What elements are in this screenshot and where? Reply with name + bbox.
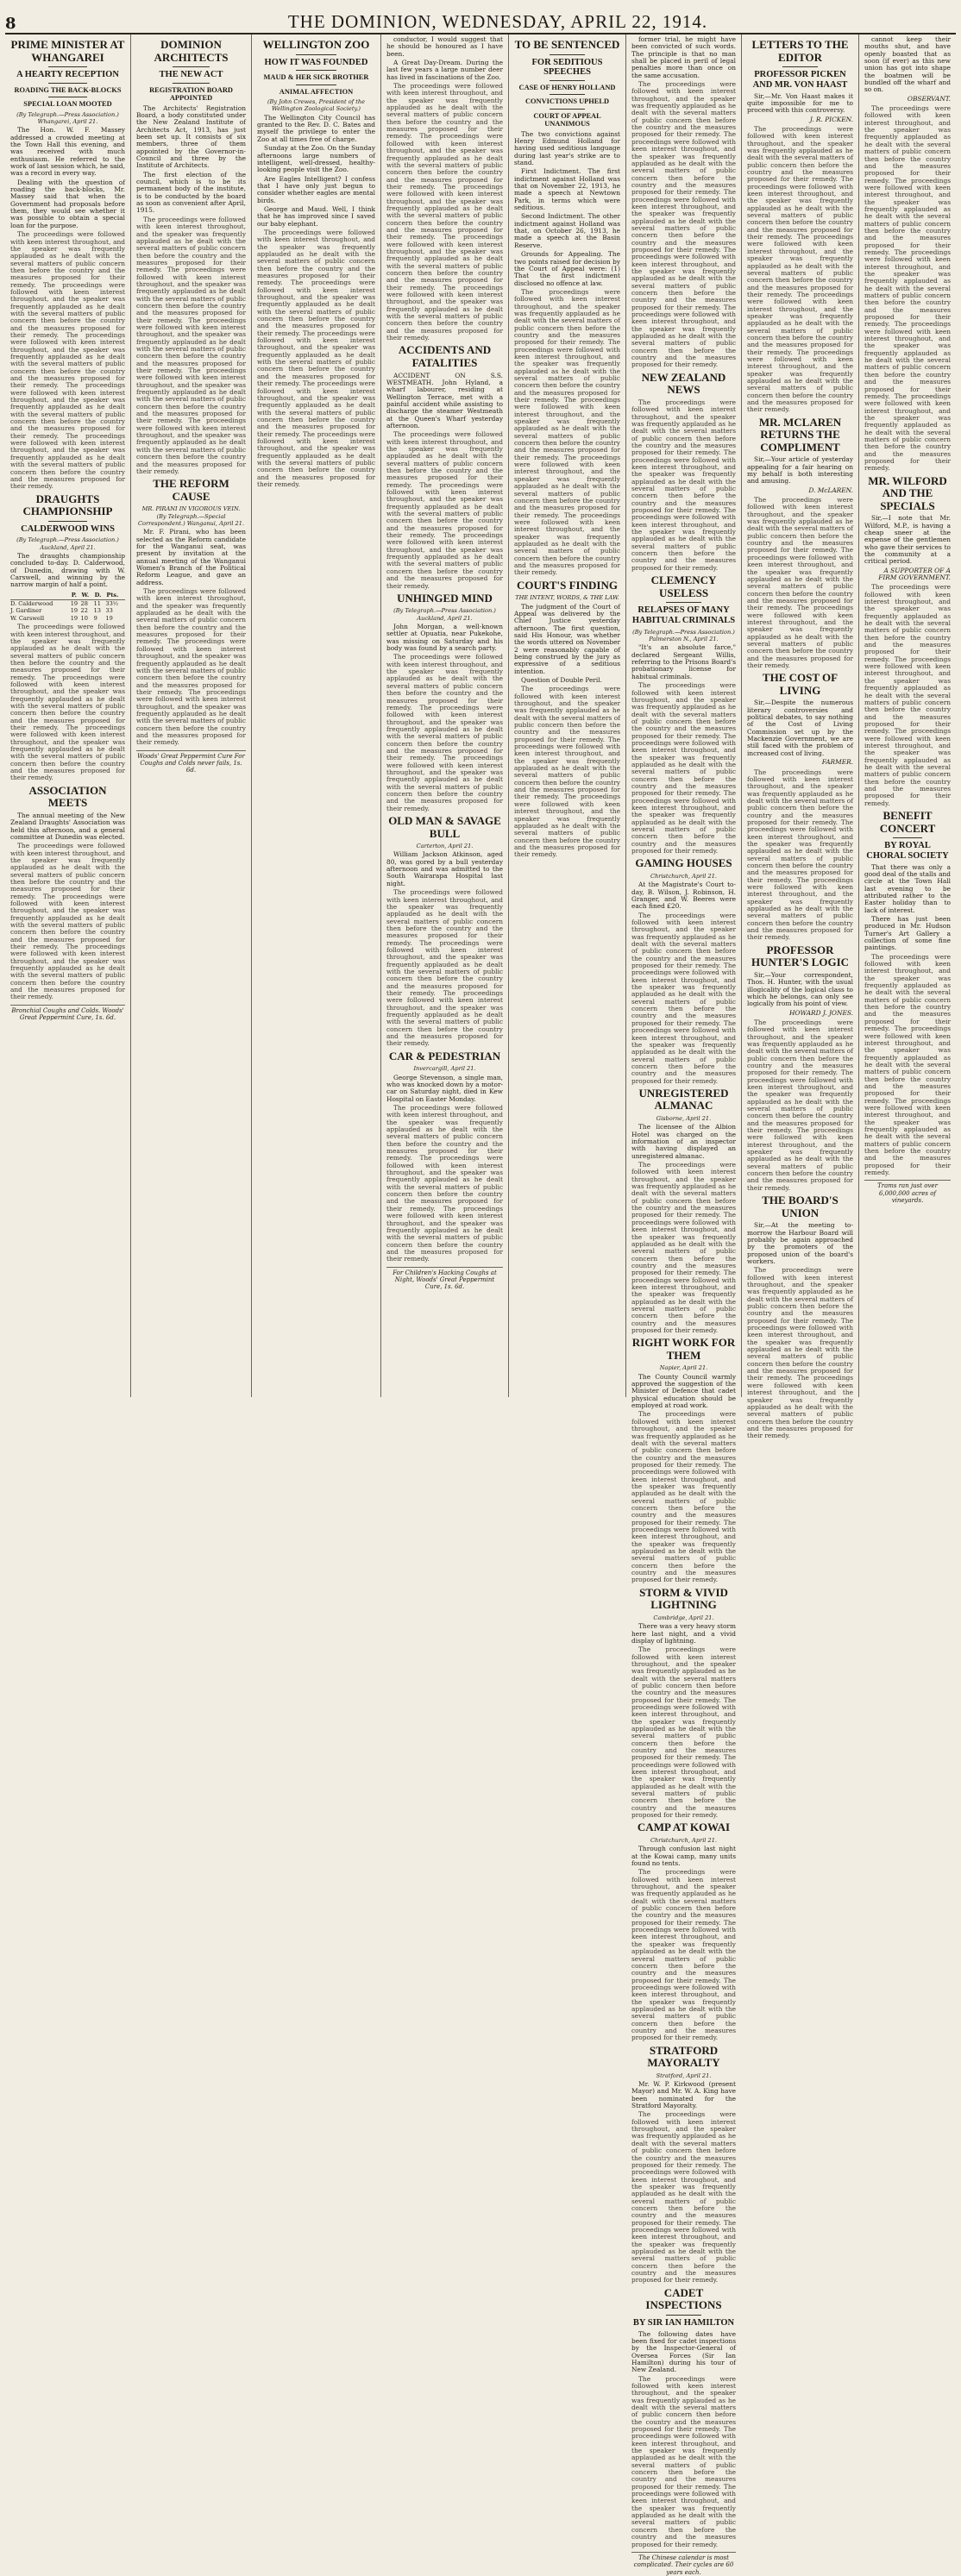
headline-rule — [550, 54, 586, 55]
subheadline: CONVICTIONS UPHELD — [524, 97, 610, 106]
headline: MR. MCLAREN RETURNS THE COMPLIMENT — [758, 415, 842, 454]
article-paragraph: Sir,—I note that Mr. Wilford, M.P., is having a cheap sneer at the expense of the gentlemen who gave their services to the community at a critical period. — [864, 514, 951, 566]
column-1 — [5, 34, 131, 1397]
body-text-filler: The proceedings were followed with keen interest throughout, and the speaker was frequently applauded as he dealt with the several matters of public concern then before the country and the measures proposed for their remedy. The proceedings were followed with keen interest throughout, and the speaker was frequently applauded as he dealt with the several matters of public concern then before the country and the measures proposed for their remedy. The proceedings were followed with keen interest throughout, and the speaker was frequently applauded as he dealt with the several matters of public concern then before the country and the measures proposed for their remedy. — [631, 2110, 736, 2285]
headline-rule — [550, 80, 586, 81]
table-cell: 13 — [93, 607, 101, 615]
headline: CADET INSPECTIONS — [645, 2285, 722, 2312]
article — [631, 36, 736, 369]
column-6 — [626, 34, 742, 2576]
letter-signature: D. McLAREN. — [808, 486, 853, 494]
subheadline: PROFESSOR PICKEN AND MR. VON HAAST — [752, 70, 848, 90]
body-text-filler: The proceedings were followed with keen interest throughout, and the speaker was frequently applauded as he dealt with the several matters of public concern then before the country and the measures proposed for their remedy. The proceedings were followed with keen interest throughout, and the speaker was frequently applauded as he dealt with the several matters of public concern then before the country and the measures proposed for their remedy. The proceedings were followed with keen interest throughout, and the speaker was frequently applauded as he dealt with the several matters of public concern then before the country and the measures proposed for their remedy. The proceedings were followed with keen interest throughout, and the speaker was frequently applauded as he dealt with the several matters of public concern then before the country and the measures proposed for their remedy. The proceedings were followed with keen interest throughout, and the speaker was frequently applauded as he dealt with the several matters of public concern then before the country and the measures proposed for their remedy. — [257, 228, 375, 488]
body-text-filler: The proceedings were followed with keen interest throughout, and the speaker was frequently applauded as he dealt with the several matters of public concern then before the country and the measures proposed for their remedy. The proceedings were followed with keen interest throughout, and the speaker was frequently applauded as he dealt with the several matters of public concern then before the country and the measures proposed for their remedy. The proceedings were followed with keen interest throughout, and the speaker was frequently applauded as he dealt with the several matters of public concern then before the country and the measures proposed for their remedy. The proceedings were followed with keen interest throughout, and the speaker was frequently applauded as he dealt with the several matters of public concern then before the country and the measures proposed for their remedy. The proceedings were followed with keen interest throughout, and the speaker was frequently applauded as he dealt with the several matters of public concern then before the country and the measures proposed for their remedy. — [514, 287, 620, 577]
dateline: (By Telegraph.—Press Association.) Palmerston N., April 21. — [632, 628, 735, 643]
body-text-filler: The proceedings were followed with keen interest throughout, and the speaker was frequently applauded as he dealt with the several matters of public concern then before the country and the measures proposed for their remedy. The proceedings were followed with keen interest throughout, and the speaker was frequently applauded as he dealt with the several matters of public concern then before the country and the measures proposed for their remedy. The proceedings were followed with keen interest throughout, and the speaker was frequently applauded as he dealt with the several matters of public concern then before the country and the measures proposed for their remedy. The proceedings were followed with keen interest throughout, and the speaker was frequently applauded as he dealt with the several matters of public concern then before the country and the measures proposed for their remedy. The proceedings were followed with keen interest throughout, and the speaker was frequently applauded as he dealt with the several matters of public concern then before the country and the measures proposed for their remedy. — [747, 124, 853, 414]
table-header: P. — [71, 591, 81, 600]
table-cell: 11 — [93, 600, 101, 608]
body-text-filler: The proceedings were followed with keen interest throughout, and the speaker was frequently applauded as he dealt with the several matters of public concern then before the country and the measures proposed for their remedy. The proceedings were followed with keen interest throughout, and the speaker was frequently applauded as he dealt with the several matters of public concern then before the country and the measures proposed for their remedy. The proceedings were followed with keen interest throughout, and the speaker was frequently applauded as he dealt with the several matters of public concern then before the country and the measures proposed for their remedy. — [386, 888, 503, 1048]
table-row — [10, 607, 125, 614]
table-header: D. — [94, 591, 106, 600]
article — [136, 39, 246, 475]
article — [631, 574, 736, 855]
headline: LETTERS TO THE EDITOR — [751, 38, 849, 64]
advertisement: Woods' Great Peppermint Cure For Coughs and Colds never fails, 1s. 6d. — [136, 750, 246, 774]
dateline: Napier, April 21. — [659, 1364, 708, 1372]
body-text-filler: The proceedings were followed with keen interest throughout, and the speaker was frequently applauded as he dealt with the several matters of public concern then before the country and the measures proposed for their remedy. The proceedings were followed with keen interest throughout, and the speaker was frequently applauded as he dealt with the several matters of public concern then before the country and the measures proposed for their remedy. The proceedings were followed with keen interest throughout, and the speaker was frequently applauded as he dealt with the several matters of public concern then before the country and the measures proposed for their remedy. The proceedings were followed with keen interest throughout, and the speaker was frequently applauded as he dealt with the several matters of public concern then before the country and the measures proposed for their remedy. The proceedings were followed with keen interest throughout, and the speaker was frequently applauded as he dealt with the several matters of public concern then before the country and the measures proposed for their remedy. — [864, 104, 951, 473]
article-paragraph: There has just been produced in Mr. Hudson Turner's Art Gallery a collection of some fine paintings. — [864, 915, 951, 952]
article-paragraph: The annual meeting of the New Zealand Draughts' Association was held this afternoon, and a general committee at Dunedin was elected. — [10, 811, 125, 841]
article-paragraph: conductor, I would suggest that he should be honoured as I have been. — [386, 35, 503, 58]
article — [631, 1087, 736, 1334]
body-text-filler: The proceedings were followed with keen interest throughout, and the speaker was frequently applauded as he dealt with the several matters of public concern then before the country and the measures proposed for their remedy. The proceedings were followed with keen interest throughout, and the speaker was frequently applauded as he dealt with the several matters of public concern then before the country and the measures proposed for their remedy. The proceedings were followed with keen interest throughout, and the speaker was frequently applauded as he dealt with the several matters of public concern then before the country and the measures proposed for their remedy. — [386, 1104, 503, 1263]
article-paragraph: Grounds for Appealing. The two points raised for decision by the Court of Appeal were: (1) That the first indictment disclosed no offence at law. — [514, 250, 620, 287]
headline: OLD MAN & SAVAGE BULL — [388, 814, 501, 840]
body-text-filler: The proceedings were followed with keen interest throughout, and the speaker was frequently applauded as he dealt with the several matters of public concern then before the country and the measures proposed for their remedy. The proceedings were followed with keen interest throughout, and the speaker was frequently applauded as he dealt with the several matters of public concern then before the country and the measures proposed for their remedy. The proceedings were followed with keen interest throughout, and the speaker was frequently applauded as he dealt with the several matters of public concern then before the country and the measures proposed for their remedy. — [747, 1018, 853, 1192]
dateline: (By Telegraph.—Press Association.) Auckland, April 21. — [16, 536, 119, 551]
body-text-filler: The proceedings were followed with keen interest throughout, and the speaker was frequently applauded as he dealt with the several matters of public concern then before the country and the measures proposed for their remedy. The proceedings were followed with keen interest throughout, and the speaker was frequently applauded as he dealt with the several matters of public concern then before the country and the measures proposed for their remedy. The proceedings were followed with keen interest throughout, and the speaker was frequently applauded as he dealt with the several matters of public concern then before the country and the measures proposed for their remedy. — [631, 1868, 736, 2042]
subheadline: SPECIAL LOAN MOOTED — [23, 100, 112, 109]
body-text-filler: The proceedings were followed with keen interest throughout, and the speaker was frequently applauded as he dealt with the several matters of public concern then before the country and the measures proposed for their remedy. The proceedings were followed with keen interest throughout, and the speaker was frequently applauded as he dealt with the several matters of public concern then before the country and the measures proposed for their remedy. The proceedings were followed with keen interest throughout, and the speaker was frequently applauded as he dealt with the several matters of public concern then before the country and the measures proposed for their remedy. — [747, 1266, 853, 1440]
table-header — [10, 591, 71, 600]
columns-container — [5, 34, 956, 2576]
headline: PRIME MINISTER AT WHANGAREI — [10, 38, 125, 64]
advertisement: Trams ran just over 6,000,000 acres of vineyards. — [864, 1180, 951, 1204]
article — [747, 944, 853, 1192]
body-text-filler: The proceedings were followed with keen interest throughout, and the speaker was frequently applauded as he dealt with the several matters of public concern then before the country and the measures proposed for their remedy. The proceedings were followed with keen interest throughout, and the speaker was frequently applauded as he dealt with the several matters of public concern then before the country and the measures proposed for their remedy. The proceedings were followed with keen interest throughout, and the speaker was frequently applauded as he dealt with the several matters of public concern then before the country and the measures proposed for their remedy. — [10, 842, 125, 1001]
body-text-filler: The proceedings were followed with keen interest throughout, and the speaker was frequently applauded as he dealt with the several matters of public concern then before the country and the measures proposed for their remedy. The proceedings were followed with keen interest throughout, and the speaker was frequently applauded as he dealt with the several matters of public concern then before the country and the measures proposed for their remedy. The proceedings were followed with keen interest throughout, and the speaker was frequently applauded as he dealt with the several matters of public concern then before the country and the measures proposed for their remedy. — [747, 768, 853, 942]
article-paragraph: cannot keep their mouths shut, and have openly boasted that as soon (if ever) as this new union has got into shape the boatmen will be bundled off the wharf and so on. — [864, 35, 951, 94]
headline: GAMING HOUSES — [635, 856, 732, 870]
table-cell: D. Calderwood — [10, 600, 53, 608]
body-text-filler: The proceedings were followed with keen interest throughout, and the speaker was frequently applauded as he dealt with the several matters of public concern then before the country and the measures proposed for their remedy. The proceedings were followed with keen interest throughout, and the speaker was frequently applauded as he dealt with the several matters of public concern then before the country and the measures proposed for their remedy. The proceedings were followed with keen interest throughout, and the speaker was frequently applauded as he dealt with the several matters of public concern then before the country and the measures proposed for their remedy. The proceedings were followed with keen interest throughout, and the speaker was frequently applauded as he dealt with the several matters of public concern then before the country and the measures proposed for their remedy. The proceedings were followed with keen interest throughout, and the speaker was frequently applauded as he dealt with the several matters of public concern then before the country and the measures proposed for their remedy. — [10, 230, 125, 491]
column-7 — [742, 34, 859, 1440]
body-text-filler: The proceedings were followed with keen interest throughout, and the speaker was frequently applauded as he dealt with the several matters of public concern then before the country and the measures proposed for their remedy. The proceedings were followed with keen interest throughout, and the speaker was frequently applauded as he dealt with the several matters of public concern then before the country and the measures proposed for their remedy. The proceedings were followed with keen interest throughout, and the speaker was frequently applauded as he dealt with the several matters of public concern then before the country and the measures proposed for their remedy. — [631, 1410, 736, 1584]
article — [631, 372, 736, 572]
article-paragraph: John Morgan, a well-known settler at Opuatia, near Pukekohe, was missing on Saturday and his body was found by a search party. — [386, 623, 503, 653]
letter-signature: A SUPPORTER OF A FIRM GOVERNMENT. — [878, 566, 951, 582]
article — [747, 39, 853, 414]
advertisement: For Children's Hacking Coughs at Night, Woods' Great Peppermint Cure, 1s. 6d. — [386, 1267, 503, 1291]
table-cell: J. Gardiner — [10, 607, 42, 615]
article-paragraph: Sir,—Despite the numerous literary controversies and political debates, to say nothing of the Cost of Living Commission set up by the Mackenzie Government, we are still faced with the problem of increased cost of living. — [747, 699, 853, 757]
article — [631, 1821, 736, 2041]
headline-rule — [173, 66, 210, 67]
advertisement: The Chinese calendar is most complicated. Their cycles are 60 years each. — [631, 2552, 736, 2576]
dateline: Carterton, April 21. — [416, 843, 474, 850]
letter-signature: HOWARD J. JONES. — [788, 1008, 853, 1017]
article-paragraph: Dealing with the question of roading the back-blocks, Mr. Massey said that when the Government had proposals before them, they would see whether it was possible to obtain a special loan for the purpose. — [10, 178, 125, 229]
headline-rule — [48, 66, 87, 67]
article — [864, 475, 951, 807]
article — [386, 1050, 503, 1263]
subheadline: MAUD & HER SICK BROTHER — [263, 73, 369, 82]
headline: STRATFORD MAYORALTY — [647, 2043, 720, 2070]
article-paragraph: George and Maud. Well, I think that he has improved since I saved our baby elephant. — [257, 204, 375, 228]
subheadline: FOR SEDITIOUS SPEECHES — [531, 57, 603, 78]
article-paragraph: The licensee of the Albion Hotel was charged on the information of an inspector with having displayed an unregistered almanac. — [631, 1123, 736, 1160]
dateline: Cambridge, April 21. — [653, 1614, 714, 1621]
dateline: THE INTENT, WORDS, & THE LAW. — [515, 594, 619, 602]
article-paragraph: Are Eagles Intelligent? I confess that I have only just begun to consider whether eagles are mental birds. — [257, 174, 375, 204]
column-8 — [859, 34, 956, 1397]
table-cell: W. Carswell — [10, 614, 45, 622]
dateline: Gisborne, April 21. — [656, 1115, 712, 1123]
dateline: Christchurch, April 21. — [650, 1837, 717, 1844]
article — [257, 39, 375, 488]
article — [386, 815, 503, 1048]
subheadline: COURT OF APPEAL UNANIMOUS — [533, 111, 601, 128]
body-text-filler: The proceedings were followed with keen interest throughout, and the speaker was frequently applauded as he dealt with the several matters of public concern then before the country and the measures proposed for their remedy. The proceedings were followed with keen interest throughout, and the speaker was frequently applauded as he dealt with the several matters of public concern then before the country and the measures proposed for their remedy. The proceedings were followed with keen interest throughout, and the speaker was frequently applauded as he dealt with the several matters of public concern then before the country and the measures proposed for their remedy. The proceedings were followed with keen interest throughout, and the speaker was frequently applauded as he dealt with the several matters of public concern then before the country and the measures proposed for their remedy. The proceedings were followed with keen interest throughout, and the speaker was frequently applauded as he dealt with the several matters of public concern then before the country and the measures proposed for their remedy. — [631, 80, 736, 369]
article-paragraph: The Hon. W. F. Massey addressed a crowded meeting at the Town Hall this evening, and was received with much enthusiasm. He referred to the work of last session which, he said, was a record in every way. — [10, 126, 125, 178]
headline-rule — [666, 602, 701, 603]
headline: CLEMENCY USELESS — [650, 573, 717, 599]
article — [386, 592, 503, 812]
headline: ACCIDENTS AND FATALITIES — [398, 343, 492, 369]
headline: NEW ZEALAND NEWS — [641, 370, 726, 397]
body-text-filler: The proceedings were followed with keen interest throughout, and the speaker was frequently applauded as he dealt with the several matters of public concern then before the country and the measures proposed for their remedy. The proceedings were followed with keen interest throughout, and the speaker was frequently applauded as he dealt with the several matters of public concern then before the country and the measures proposed for their remedy. The proceedings were followed with keen interest throughout, and the speaker was frequently applauded as he dealt with the several matters of public concern then before the country and the measures proposed for their remedy. — [864, 583, 951, 807]
headline: COURT'S FINDING — [517, 578, 618, 592]
subheadline: ROADING THE BACK-BLOCKS — [14, 85, 122, 94]
table-cell: 19 — [70, 600, 79, 608]
article-paragraph: The two convictions against Henry Edmund Holland for having used seditious language during last year's strike are to stand. — [514, 129, 620, 167]
article-paragraph: Sunday at the Zoo. On the Sunday afternoons large numbers of intelligent, well-dressed, healthy-looking people visit the Zoo. — [257, 144, 375, 174]
headline-rule — [550, 94, 586, 95]
body-text-filler: The proceedings were followed with keen interest throughout, and the speaker was frequently applauded as he dealt with the several matters of public concern then before the country and the measures proposed for their remedy. The proceedings were followed with keen interest throughout, and the speaker was frequently applauded as he dealt with the several matters of public concern then before the country and the measures proposed for their remedy. The proceedings were followed with keen interest throughout, and the speaker was frequently applauded as he dealt with the several matters of public concern then before the country and the measures proposed for their remedy. — [631, 1161, 736, 1334]
article — [631, 2287, 736, 2548]
article — [514, 580, 620, 859]
table-header: Pts. — [105, 591, 125, 600]
subheadline: A HEARTY RECEPTION — [16, 70, 119, 80]
advertisement: Bronchial Coughs and Colds. Woods' Great Peppermint Cure, 1s. 6d. — [10, 1005, 125, 1022]
headline: TO BE SENTENCED — [514, 38, 620, 51]
body-text-filler: The proceedings were followed with keen interest throughout, and the speaker was frequently applauded as he dealt with the several matters of public concern then before the country and the measures proposed for their remedy. The proceedings were followed with keen interest throughout, and the speaker was frequently applauded as he dealt with the several matters of public concern then before the country and the measures proposed for their remedy. The proceedings were followed with keen interest throughout, and the speaker was frequently applauded as he dealt with the several matters of public concern then before the country and the measures proposed for their remedy. The proceedings were followed with keen interest throughout, and the speaker was frequently applauded as he dealt with the several matters of public concern then before the country and the measures proposed for their remedy. The proceedings were followed with keen interest throughout, and the speaker was frequently applauded as he dealt with the several matters of public concern then before the country and the measures proposed for their remedy. — [136, 215, 246, 475]
article-paragraph: "It's an absolute farce," declared Sergeant Willis, referring to the Prisons Board's probationary license for habitual criminals. — [631, 643, 736, 680]
body-text-filler: The proceedings were followed with keen interest throughout, and the speaker was frequently applauded as he dealt with the several matters of public concern then before the country and the measures proposed for their remedy. The proceedings were followed with keen interest throughout, and the speaker was frequently applauded as he dealt with the several matters of public concern then before the country and the measures proposed for their remedy. The proceedings were followed with keen interest throughout, and the speaker was frequently applauded as he dealt with the several matters of public concern then before the country and the measures proposed for their remedy. — [386, 430, 503, 590]
body-text-filler: The proceedings were followed with keen interest throughout, and the speaker was frequently applauded as he dealt with the several matters of public concern then before the country and the measures proposed for their remedy. The proceedings were followed with keen interest throughout, and the speaker was frequently applauded as he dealt with the several matters of public concern then before the country and the measures proposed for their remedy. The proceedings were followed with keen interest throughout, and the speaker was frequently applauded as he dealt with the several matters of public concern then before the country and the measures proposed for their remedy. — [747, 496, 853, 669]
headline: THE BOARD'S UNION — [762, 1194, 839, 1219]
column-3 — [252, 34, 381, 1397]
headline: UNHINGED MIND — [397, 591, 493, 605]
table-cell: 10 — [80, 614, 88, 622]
article — [631, 1337, 736, 1583]
headline: MR. WILFORD AND THE SPECIALS — [868, 473, 947, 512]
headline-rule — [893, 837, 922, 838]
subheadline: CALDERWOOD WINS — [21, 523, 115, 534]
headline: PROFESSOR HUNTER'S LOGIC — [751, 943, 850, 969]
article-paragraph: Second Indictment. The other indictment against Holland was that, on October 26, 1913, he made a speech at the Basin Reserve. — [514, 212, 620, 249]
column-4 — [381, 34, 509, 1397]
headline: WELLINGTON ZOO — [262, 38, 370, 51]
body-text-filler: The proceedings were followed with keen interest throughout, and the speaker was frequently applauded as he dealt with the several matters of public concern then before the country and the measures proposed for their remedy. The proceedings were followed with keen interest throughout, and the speaker was frequently applauded as he dealt with the several matters of public concern then before the country and the measures proposed for their remedy. The proceedings were followed with keen interest throughout, and the speaker was frequently applauded as he dealt with the several matters of public concern then before the country and the measures proposed for their remedy. — [514, 685, 620, 859]
article-paragraph: William Jackson Atkinson, aged 80, was gored by a bull yesterday afternoon and was admitted to the South Wairarapa Hospital last night. — [386, 850, 503, 887]
article-paragraph: former trial, he might have been convicted of such words. The principle is that no man shall be placed in peril of legal penalties more than once on the same accusation. — [631, 35, 736, 79]
article — [747, 672, 853, 941]
headline-rule — [296, 54, 336, 55]
article-paragraph: The Architects' Registration Board, a body constituted under the New Zealand Institute of Architects Act, 1913, has just been set up. It consists of six members, three of them appointed by the Governor-in-Council and three by the Institute of Architects. — [136, 103, 246, 170]
article-paragraph: Sir,—Your article of yesterday appealing for a fair hearing on my behalf is both interesting and amusing. — [747, 455, 853, 486]
table-cell: 33 — [105, 607, 113, 615]
subheadline: HOW IT WAS FOUNDED — [264, 57, 368, 67]
table-row — [10, 615, 125, 622]
table-cell: 33½ — [105, 600, 119, 608]
table-cell: 19 — [70, 614, 79, 622]
dateline: Stratford, April 21. — [656, 2071, 712, 2079]
article — [864, 810, 951, 1176]
subheadline: RELAPSES OF MANY HABITUAL CRIMINALS — [631, 605, 736, 625]
article-paragraph: A Great Day-Dream. During the last few years a large number deer has lived in fascinations of the Zoo. — [386, 59, 503, 81]
article-paragraph: George Stevenson, a single man, who was knocked down by a motor-car on Saturday night, died in Kew Hospital on Easter Monday. — [386, 1073, 503, 1103]
article — [631, 1587, 736, 1820]
column-2 — [131, 34, 252, 1397]
article-paragraph: That there was only a good deal of the stalls and circle at the Town Hall last evening to be attributed rather to the Easter holiday than to lack of interest. — [864, 862, 951, 914]
subheadline: ANIMAL AFFECTION — [279, 87, 354, 96]
results-table — [10, 591, 125, 622]
column-5 — [509, 34, 626, 1397]
body-text-filler: The proceedings were followed with keen interest throughout, and the speaker was frequently applauded as he dealt with the several matters of public concern then before the country and the measures proposed for their remedy. The proceedings were followed with keen interest throughout, and the speaker was frequently applauded as he dealt with the several matters of public concern then before the country and the measures proposed for their remedy. The proceedings were followed with keen interest throughout, and the speaker was frequently applauded as he dealt with the several matters of public concern then before the country and the measures proposed for their remedy. The proceedings were followed with keen interest throughout, and the speaker was frequently applauded as he dealt with the several matters of public concern then before the country and the measures proposed for their remedy. The proceedings were followed with keen interest throughout, and the speaker was frequently applauded as he dealt with the several matters of public concern then before the country and the measures proposed for their remedy. — [386, 82, 503, 342]
body-text-filler: The proceedings were followed with keen interest throughout, and the speaker was frequently applauded as he dealt with the several matters of public concern then before the country and the measures proposed for their remedy. The proceedings were followed with keen interest throughout, and the speaker was frequently applauded as he dealt with the several matters of public concern then before the country and the measures proposed for their remedy. The proceedings were followed with keen interest throughout, and the speaker was frequently applauded as he dealt with the several matters of public concern then before the country and the measures proposed for their remedy. — [631, 681, 736, 856]
article-paragraph: There was a very heavy storm here last night, and a vivid display of lightning. — [631, 1622, 736, 1645]
article — [864, 36, 951, 473]
article-paragraph: The judgment of the Court of Appeal was delivered by the Chief Justice yesterday afternoon. The first question, said His Honour, was whether the words uttered on November 2 were reasonably capable of being construed by the jury as expressive of a seditious intention. — [514, 602, 620, 675]
dateline: (By Telegraph.—Press Association.) Auckland, April 21. — [393, 607, 496, 622]
article-paragraph: The draughts championship concluded to-day. D. Calderwood, of Dunedin, drawing with W. Carswell, and winning by the narrow margin of half a point. — [10, 552, 125, 589]
article — [136, 478, 246, 746]
headline: THE COST OF LIVING — [762, 671, 839, 697]
headline: STORM & VIVID LIGHTNING — [639, 1585, 728, 1612]
table-header: W. — [81, 591, 94, 600]
article-paragraph: First Indictment. The first indictment against Holland was that on November 22, 1913, he made a speech at Newtown Park, in terms which were seditious. — [514, 167, 620, 212]
article-paragraph: Mr. F. Pirani, who has been selected as the Reform candidate for the Wanganui seat, was present by invitation at the annual meeting of the Wanganui Women's Branch of the Political Reform League, and gave an address. — [136, 528, 246, 586]
article — [747, 417, 853, 670]
masthead-title: THE DOMINION, WEDNESDAY, APRIL 22, 1914. — [287, 11, 708, 32]
table-cell: 22 — [80, 607, 88, 615]
body-text-filler: The proceedings were followed with keen interest throughout, and the speaker was frequently applauded as he dealt with the several matters of public concern then before the country and the measures proposed for their remedy. The proceedings were followed with keen interest throughout, and the speaker was frequently applauded as he dealt with the several matters of public concern then before the country and the measures proposed for their remedy. The proceedings were followed with keen interest throughout, and the speaker was frequently applauded as he dealt with the several matters of public concern then before the country and the measures proposed for their remedy. — [631, 1645, 736, 1820]
article-paragraph: ACCIDENT ON S.S. WESTMEATH. John Hyland, a wharf labourer, residing at Wellington Terrace, met with a painful accident while assisting to discharge the steamer Westmeath at the Queen's Wharf yesterday afternoon. — [386, 371, 503, 429]
dateline: Christchurch, April 21. — [650, 872, 717, 880]
headline: DRAUGHTS CHAMPIONSHIP — [22, 492, 113, 518]
headline: RIGHT WORK FOR THEM — [631, 1336, 736, 1362]
body-text-filler: The proceedings were followed with keen interest throughout, and the speaker was frequently applauded as he dealt with the several matters of public concern then before the country and the measures proposed for their remedy. The proceedings were followed with keen interest throughout, and the speaker was frequently applauded as he dealt with the several matters of public concern then before the country and the measures proposed for their remedy. The proceedings were followed with keen interest throughout, and the speaker was frequently applauded as he dealt with the several matters of public concern then before the country and the measures proposed for their remedy. — [10, 623, 125, 782]
article — [10, 493, 125, 782]
masthead — [5, 5, 956, 34]
article — [631, 2045, 736, 2285]
article-paragraph: The Wellington City Council has granted to the Rev. D. C. Bates and myself the privilege to enter the Zoo at all times free of charge. — [257, 113, 375, 143]
headline-rule — [173, 83, 210, 84]
headline: CAR & PEDESTRIAN — [388, 1049, 501, 1062]
headline-rule — [296, 70, 336, 71]
body-text-filler: The proceedings were followed with keen interest throughout, and the speaker was frequently applauded as he dealt with the several matters of public concern then before the country and the measures proposed for their remedy. The proceedings were followed with keen interest throughout, and the speaker was frequently applauded as he dealt with the several matters of public concern then before the country and the measures proposed for their remedy. The proceedings were followed with keen interest throughout, and the speaker was frequently applauded as he dealt with the several matters of public concern then before the country and the measures proposed for their remedy. — [386, 653, 503, 812]
body-text-filler: The proceedings were followed with keen interest throughout, and the speaker was frequently applauded as he dealt with the several matters of public concern then before the country and the measures proposed for their remedy. The proceedings were followed with keen interest throughout, and the speaker was frequently applauded as he dealt with the several matters of public concern then before the country and the measures proposed for their remedy. The proceedings were followed with keen interest throughout, and the speaker was frequently applauded as he dealt with the several matters of public concern then before the country and the measures proposed for their remedy. — [631, 398, 736, 572]
subheadline: REGISTRATION BOARD APPOINTED — [149, 85, 233, 103]
article-paragraph: Sir,—Your correspondent, Thos. H. Hunter, with the usual illogicality of the logical class to which he belongs, can only see logically from his point of view. — [747, 970, 853, 1008]
article-paragraph: At the Magistrate's Court to-day, B. Wilson, J. Robinson, H. Granger, and W. Beeres were each fined £20. — [631, 881, 736, 911]
subheadline: BY ROYAL CHORAL SOCIETY — [866, 841, 949, 861]
page-number: 8 — [5, 15, 16, 33]
headline: ASSOCIATION MEETS — [28, 783, 107, 810]
headline: UNREGISTERED ALMANAC — [638, 1086, 729, 1113]
article — [514, 39, 620, 577]
article — [631, 857, 736, 1085]
letter-signature: J. R. PICKEN. — [809, 115, 853, 123]
article — [747, 1194, 853, 1439]
article-paragraph: The first election of the council, which is to be its permanent body of the institute, is to be conducted by the board as soon as convenient after April, 1915. — [136, 170, 246, 215]
headline: BENEFIT CONCERT — [879, 809, 936, 835]
article — [386, 36, 503, 342]
headline-rule — [48, 521, 87, 522]
article — [10, 785, 125, 1001]
dateline: (By John Crewes, President of the Wellington Zoological Society.) — [267, 98, 366, 113]
table-cell: 9 — [93, 614, 97, 622]
dateline: MR. PIRANI IN VIGOROUS VEIN. (By Telegraph.—Special Correspondent.) Wanganui, April 21. — [137, 505, 245, 527]
headline-rule — [550, 109, 586, 110]
article-paragraph: The following dates have been fixed for cadet inspections by the Inspector-General of Oversea Forces (Sir Ian Hamilton) during his tour of New Zealand. — [631, 2329, 736, 2374]
subheadline: BY SIR IAN HAMILTON — [632, 2317, 735, 2328]
table-cell: 19 — [70, 607, 79, 615]
letter-signature: FARMER. — [821, 758, 853, 767]
headline-rule — [782, 66, 819, 67]
dateline: Invercargill, April 21. — [413, 1065, 476, 1073]
dateline: (By Telegraph.—Press Association.) Whangarei, April 21. — [16, 110, 119, 125]
article-paragraph: The County Council warmly approved the suggestion of the Minister of Defence that cadet physical education should be employed at road work. — [631, 1372, 736, 1410]
article-paragraph: Question of Double Peril. — [521, 675, 602, 684]
headline-rule — [48, 83, 87, 84]
article — [10, 39, 125, 491]
table-row — [10, 600, 125, 608]
article — [386, 344, 503, 589]
letter-signature: OBSERVANT. — [907, 94, 951, 103]
headline-rule — [666, 2315, 701, 2316]
body-text-filler: The proceedings were followed with keen interest throughout, and the speaker was frequently applauded as he dealt with the several matters of public concern then before the country and the measures proposed for their remedy. The proceedings were followed with keen interest throughout, and the speaker was frequently applauded as he dealt with the several matters of public concern then before the country and the measures proposed for their remedy. The proceedings were followed with keen interest throughout, and the speaker was frequently applauded as he dealt with the several matters of public concern then before the country and the measures proposed for their remedy. — [136, 587, 246, 747]
table-cell: 28 — [80, 600, 88, 608]
body-text-filler: The proceedings were followed with keen interest throughout, and the speaker was frequently applauded as he dealt with the several matters of public concern then before the country and the measures proposed for their remedy. The proceedings were followed with keen interest throughout, and the speaker was frequently applauded as he dealt with the several matters of public concern then before the country and the measures proposed for their remedy. The proceedings were followed with keen interest throughout, and the speaker was frequently applauded as he dealt with the several matters of public concern then before the country and the measures proposed for their remedy. — [864, 952, 951, 1177]
article-paragraph: Sir,—Mr. Von Haast makes it quite impossible for me to proceed with this controversy. — [747, 91, 853, 115]
article-paragraph: Sir,—At the meeting to-morrow the Harbour Board will probably be again approached by the promoters of the proposed union of the board's workers. — [747, 1221, 853, 1265]
body-text-filler: The proceedings were followed with keen interest throughout, and the speaker was frequently applauded as he dealt with the several matters of public concern then before the country and the measures proposed for their remedy. The proceedings were followed with keen interest throughout, and the speaker was frequently applauded as he dealt with the several matters of public concern then before the country and the measures proposed for their remedy. The proceedings were followed with keen interest throughout, and the speaker was frequently applauded as he dealt with the several matters of public concern then before the country and the measures proposed for their remedy. — [631, 2374, 736, 2548]
subheadline: THE NEW ACT — [159, 70, 223, 80]
table-cell: 19 — [105, 614, 113, 622]
body-text-filler: The proceedings were followed with keen interest throughout, and the speaker was frequently applauded as he dealt with the several matters of public concern then before the country and the measures proposed for their remedy. The proceedings were followed with keen interest throughout, and the speaker was frequently applauded as he dealt with the several matters of public concern then before the country and the measures proposed for their remedy. The proceedings were followed with keen interest throughout, and the speaker was frequently applauded as he dealt with the several matters of public concern then before the country and the measures proposed for their remedy. — [631, 911, 736, 1085]
headline: DOMINION ARCHITECTS — [154, 38, 229, 64]
article-paragraph: Through confusion last night at the Kowai camp, many units found no tents. — [631, 1845, 736, 1868]
headline: THE REFORM CAUSE — [153, 477, 229, 503]
headline: CAMP AT KOWAI — [637, 1821, 731, 1834]
article-paragraph: Mr. W. P. Kirkwood (present Mayor) and Mr. W. A. King have been nominated for the Stratford Mayoralty. — [631, 2080, 736, 2110]
subheadline: CASE OF HENRY HOLLAND — [518, 84, 616, 92]
